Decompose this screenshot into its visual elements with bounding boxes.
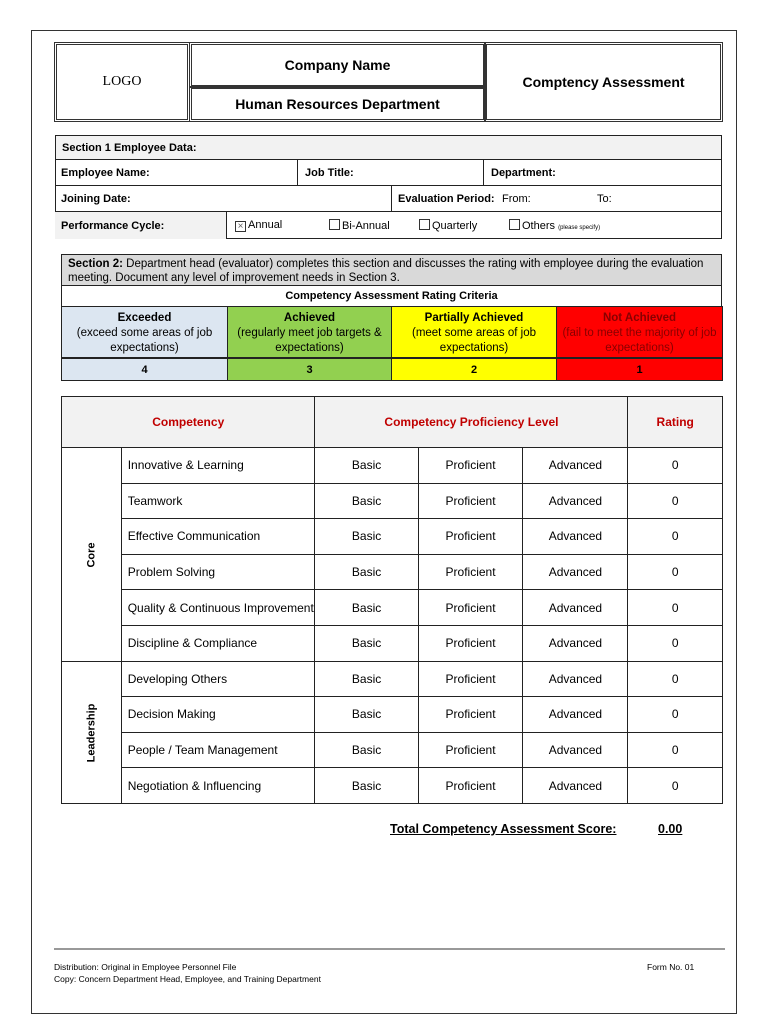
level-option[interactable]: Basic (315, 661, 418, 697)
level-option[interactable]: Proficient (418, 590, 523, 626)
header-proficiency-level: Competency Proficiency Level (315, 397, 628, 448)
joining-date-label: Joining Date: (61, 193, 131, 205)
form-number: Form No. 01 (647, 962, 695, 972)
group-core (62, 448, 122, 662)
competency-name: Teamwork (121, 483, 315, 519)
table-row (62, 554, 723, 590)
criteria-title-text: Not Achieved (602, 312, 677, 324)
checkbox-bi-annual[interactable] (329, 219, 390, 232)
checkbox-quarterly[interactable] (419, 219, 477, 232)
level-option[interactable]: Proficient (418, 661, 523, 697)
row-performance-cycle (55, 212, 722, 239)
group-label: Leadership (85, 703, 98, 763)
competency-name: Decision Making (121, 697, 315, 733)
criteria-desc: (meet some areas of job expectations) (411, 327, 536, 354)
level-option[interactable]: Basic (315, 448, 418, 484)
criteria-title-text: Partially Achieved (424, 312, 524, 324)
table-row (62, 483, 723, 519)
level-option[interactable]: Basic (315, 590, 418, 626)
row-joining (55, 186, 722, 212)
level-option[interactable]: Proficient (418, 519, 523, 555)
section1-header (55, 135, 722, 160)
level-option[interactable]: Basic (315, 554, 418, 590)
competency-name: Discipline & Compliance (121, 625, 315, 661)
criteria-desc: (regularly meet job targets & expectations) (237, 327, 382, 354)
section2-description: Department head (evaluator) completes this section and discusses the rating with employee during the evaluation meeting. Document any level of improvement needs in Section 3. (68, 258, 704, 284)
logo-box (54, 42, 190, 122)
rating-value[interactable]: 0 (628, 661, 723, 697)
checkbox-icon (329, 219, 340, 230)
footer-copy: Copy: Concern Department Head, Employee, and Training Department (54, 974, 321, 984)
level-option[interactable]: Proficient (418, 554, 523, 590)
criteria-2 (391, 306, 557, 358)
criteria-title-text: Achieved (283, 312, 336, 324)
evaluation-period-label: Evaluation Period: (398, 193, 495, 205)
level-option[interactable]: Advanced (523, 768, 628, 804)
table-row (62, 768, 723, 804)
level-option[interactable]: Proficient (418, 625, 523, 661)
table-row (62, 448, 723, 484)
from-label: From: (502, 193, 531, 205)
criteria-3 (556, 306, 723, 358)
level-option[interactable]: Advanced (523, 661, 628, 697)
logo: LOGO (102, 74, 142, 89)
rating-value[interactable]: 0 (628, 519, 723, 555)
level-option[interactable]: Basic (315, 483, 418, 519)
table-row (62, 625, 723, 661)
checkbox-icon (419, 219, 430, 230)
level-option[interactable]: Proficient (418, 448, 523, 484)
level-option[interactable]: Basic (315, 768, 418, 804)
level-option[interactable]: Advanced (523, 590, 628, 626)
competency-name: People / Team Management (121, 732, 315, 768)
total-score-value: 0.00 (658, 822, 683, 836)
criteria-0 (61, 306, 228, 358)
rating-value[interactable]: 0 (628, 625, 723, 661)
level-option[interactable]: Basic (315, 732, 418, 768)
competency-name: Effective Communication (121, 519, 315, 555)
footer-distribution: Distribution: Original in Employee Personnel File (54, 962, 237, 972)
job-title-label: Job Title: (305, 167, 354, 179)
level-option[interactable]: Advanced (523, 732, 628, 768)
section2-title: Section 2: (68, 258, 123, 270)
header-competency: Competency (62, 397, 315, 448)
level-option[interactable]: Basic (315, 697, 418, 733)
performance-cycle-label: Performance Cycle: (61, 220, 165, 232)
option-label: Others (522, 220, 556, 232)
rating-value[interactable]: 0 (628, 483, 723, 519)
criteria-desc: (exceed some areas of job expectations) (76, 327, 213, 354)
section1-title: Section 1 Employee Data: (62, 142, 197, 154)
criteria-score: 3 (227, 358, 392, 381)
rating-value[interactable]: 0 (628, 448, 723, 484)
rating-value[interactable]: 0 (628, 768, 723, 804)
employee-name-label: Employee Name: (61, 167, 150, 179)
competency-name: Problem Solving (121, 554, 315, 590)
option-label: Annual (248, 219, 283, 231)
competency-table (61, 396, 723, 804)
competency-name: Innovative & Learning (121, 448, 315, 484)
form-title: Comptency Assessment (484, 42, 723, 122)
rating-value[interactable]: 0 (628, 590, 723, 626)
competency-name: Negotiation & Influencing (121, 768, 315, 804)
level-option[interactable]: Proficient (418, 768, 523, 804)
level-option[interactable]: Basic (315, 519, 418, 555)
row-employee (55, 160, 722, 186)
criteria-1 (227, 306, 392, 358)
table-row (62, 519, 723, 555)
competency-name: Developing Others (121, 661, 315, 697)
total-score-label: Total Competency Assessment Score: (390, 822, 617, 836)
group-label: Core (85, 542, 98, 568)
table-row (62, 590, 723, 626)
level-option[interactable]: Advanced (523, 483, 628, 519)
criteria-score: 2 (391, 358, 557, 381)
level-option[interactable]: Proficient (418, 483, 523, 519)
level-option[interactable]: Proficient (418, 732, 523, 768)
rating-value[interactable]: 0 (628, 697, 723, 733)
option-label: Bi-Annual (342, 220, 390, 232)
footer-divider (54, 948, 725, 950)
to-label: To: (597, 193, 612, 205)
checkbox-annual[interactable] (235, 219, 282, 232)
level-option[interactable]: Advanced (523, 625, 628, 661)
table-row (62, 661, 723, 697)
checkbox-others[interactable] (509, 219, 600, 232)
criteria-title-text: Exceeded (117, 312, 172, 324)
table-row (62, 697, 723, 733)
section2-header (61, 254, 722, 286)
criteria-score: 1 (556, 358, 723, 381)
competency-name: Quality & Continuous Improvement (121, 590, 315, 626)
checkbox-checked-icon: × (235, 221, 246, 232)
group-leadership (62, 661, 122, 803)
criteria-desc: (fail to meet the majority of job expectations) (562, 327, 717, 354)
others-note: (please specify) (558, 225, 601, 231)
level-option[interactable]: Advanced (523, 519, 628, 555)
option-label: Quarterly (432, 220, 478, 232)
criteria-score: 4 (61, 358, 228, 381)
table-header (62, 397, 723, 448)
level-option[interactable]: Proficient (418, 697, 523, 733)
company-name: Company Name (189, 42, 486, 88)
rating-value[interactable]: 0 (628, 554, 723, 590)
table-row (62, 732, 723, 768)
level-option[interactable]: Advanced (523, 448, 628, 484)
level-option[interactable]: Basic (315, 625, 418, 661)
department-label: Department: (491, 167, 556, 179)
level-option[interactable]: Advanced (523, 697, 628, 733)
checkbox-icon (509, 219, 520, 230)
level-option[interactable]: Advanced (523, 554, 628, 590)
header-rating: Rating (628, 397, 723, 448)
criteria-title: Competency Assessment Rating Criteria (61, 285, 722, 307)
rating-value[interactable]: 0 (628, 732, 723, 768)
department-name: Human Resources Department (189, 86, 486, 122)
